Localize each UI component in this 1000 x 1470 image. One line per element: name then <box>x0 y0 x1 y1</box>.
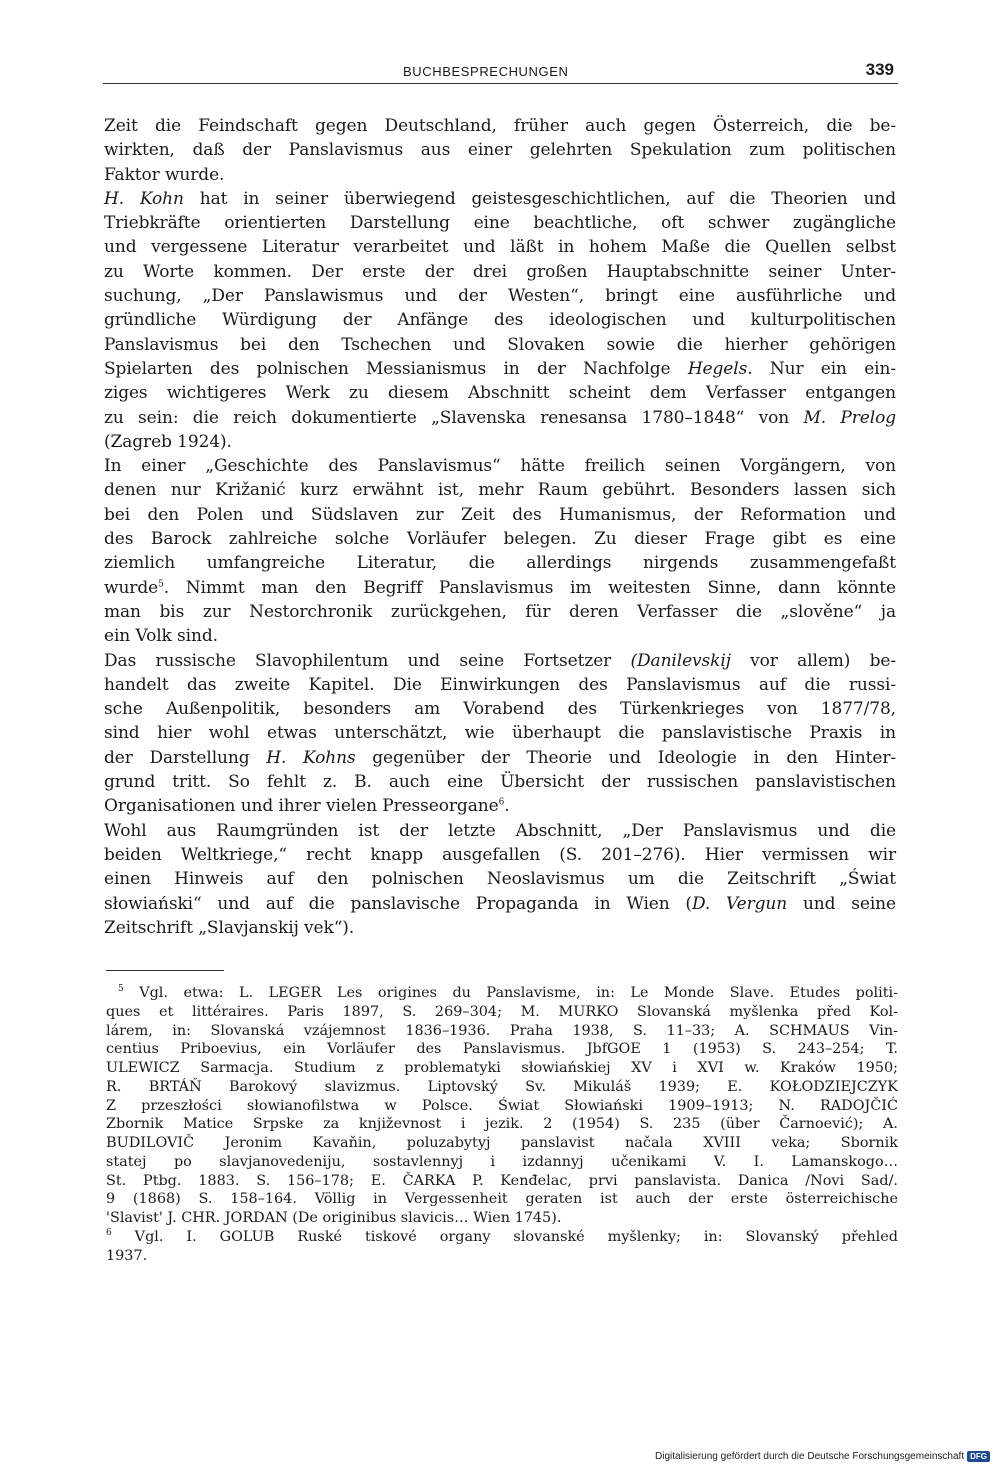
footnotes <box>106 984 898 1265</box>
text-run: In einer „Geschichte des Panslavismus“ hätte freilich seinen Vorgängern, von <box>104 456 896 477</box>
body-line <box>104 260 896 284</box>
text-run: des Barock zahlreiche solche Vorläufer belegen. Zu dieser Frage gibt es eine <box>104 529 896 550</box>
body-line <box>104 697 896 721</box>
text-run: ziemlich umfangreiche Literatur, die allerdings nirgends zusammengefaßt <box>104 553 896 574</box>
italic-name: H. Kohn <box>104 188 184 209</box>
text-run: Z przeszłości słowianofilstwa w Polsce. Świat Słowiański 1909–1913; N. RADOJČIĆ <box>106 1097 898 1114</box>
funding-notice <box>655 1451 990 1462</box>
text-run: zu sein: die reich dokumentierte „Slavenska renesansa 1780–1848“ von <box>104 407 804 428</box>
body-line <box>104 527 896 551</box>
body-line <box>104 235 896 259</box>
text-run: gegenüber der Theorie und Ideologie in den Hinter- <box>355 747 896 768</box>
page-header <box>103 60 898 84</box>
text-run: R. BRTÁŇ Barokový slavizmus. Liptovský Sv. Mikuláš 1939; E. KOŁODZIEJCZYK <box>106 1078 898 1095</box>
text-run: Panslavismus bei den Tschechen und Slovaken sowie die hierher gehörigen <box>104 334 896 355</box>
text-run: (Zagreb 1924). <box>104 431 232 452</box>
footnote-marker: 6 <box>106 1227 112 1238</box>
funding-notice-text: Digitalisierung gefördert durch die Deutsche Forschungsgemeinschaft <box>655 1451 965 1462</box>
text-run: Zeitschrift „Slavjanskij vek“). <box>104 917 355 938</box>
text-run: ques et littéraires. Paris 1897, S. 269–304; M. MURKO Slovanská myšlenka před Kol- <box>106 1003 898 1020</box>
italic-name: H. Kohns <box>266 747 356 768</box>
header-rule <box>103 83 898 84</box>
body-line <box>104 284 896 308</box>
text-run: Wohl aus Raumgründen ist der letzte Abschnitt, „Der Panslavismus und die <box>104 820 896 841</box>
italic-name: Hegels. <box>687 358 753 379</box>
text-run: statej po slavjanovedeniju, sostavlennyj i izdannyj učenikami V. I. Lamanskogo… <box>106 1153 898 1170</box>
text-run: Zeit die Feindschaft gegen Deutschland, früher auch gegen Österreich, die be- <box>104 116 896 136</box>
footnote-marker: 6 <box>498 797 505 808</box>
page-number: 339 <box>865 60 894 79</box>
text-run: BUDILOVIČ Jeronim Kavaňin, poluzabytyj panslavist načala XVIII veka; Sbornik <box>106 1135 898 1151</box>
body-line <box>104 381 896 405</box>
text-run: 1937. <box>106 1247 148 1264</box>
footnote-marker: 5 <box>158 578 164 589</box>
body-line <box>104 649 896 673</box>
running-title: BUCHBESPRECHUNGEN <box>403 64 569 79</box>
text-run: . <box>504 796 510 817</box>
body-line <box>104 308 896 332</box>
body-line <box>104 357 896 381</box>
italic-name: M. Prelog <box>803 407 896 428</box>
text-run: wirkten, daß der Panslavismus aus einer gelehrten Spekulation zum politischen <box>104 140 896 161</box>
text-run: und vergessene Literatur verarbeitet und läßt in hohem Maße die Quellen selbst <box>104 237 896 258</box>
body-line <box>104 794 896 818</box>
text-run: beiden Weltkriege,“ recht knapp ausgefallen (S. 201–276). Hier vermissen wir <box>104 844 896 865</box>
text-run: suchung, „Der Panslawismus und der Westen“, bringt eine ausführliche und <box>104 286 896 307</box>
text-run: wurde <box>104 577 159 598</box>
body-line <box>104 503 896 527</box>
text-run: Faktor wurde. <box>104 164 225 185</box>
text-run: handelt das zweite Kapitel. Die Einwirkungen des Panslavismus auf die russi- <box>104 674 896 695</box>
footnote-line <box>106 1153 898 1172</box>
body-line <box>104 892 896 916</box>
text-run: Organisationen und ihrer vielen Presseorgane <box>104 796 499 817</box>
text-run: Vgl. etwa: L. LEGER Les origines du Panslavisme, in: Le Monde Slave. Etudes politi- <box>123 985 898 1001</box>
text-run: Zbornik Matice Srpske za književnost i jezik. 2 (1954) S. 235 (über Čarnoević); A. <box>106 1116 898 1133</box>
text-run: sind hier wohl etwas unterschätzt, wie überhaupt die panslavistische Praxis in <box>104 723 896 744</box>
body-line <box>104 819 896 843</box>
dfg-logo: DFG <box>967 1451 990 1462</box>
body-line <box>104 843 896 867</box>
body-line <box>104 454 896 478</box>
text-run: St. Ptbg. 1883. S. 156–178; E. ČARKA P. Kenđelac, prvi panslavista. Danica /Novi Sad/. <box>106 1172 898 1189</box>
italic-name: D. Vergun <box>691 893 788 914</box>
body-line <box>104 114 896 138</box>
footnote-line <box>106 1209 898 1228</box>
body-line <box>104 673 896 697</box>
body-line <box>104 551 896 575</box>
text-run: Nur ein ein- <box>752 358 897 379</box>
text-run: man bis zur Nestorchronik zurückgehen, für deren Verfasser die „slověne“ ja <box>104 601 896 622</box>
text-run: centius Priboevius, ein Vorläufer des Panslavismus. JbfGOE 1 (1953) S. 243–254; T. <box>106 1041 898 1058</box>
text-run: Vgl. I. GOLUB Ruské tiskové organy slovanské myšlenky; in: Slovanský přehled <box>111 1228 898 1245</box>
body-line <box>104 867 896 891</box>
footnote-line <box>106 1059 898 1078</box>
text-run: sche Außenpolitik, besonders am Vorabend des Türkenkrieges von 1877/78, <box>104 699 896 720</box>
footnote-line <box>106 1134 898 1153</box>
footnote-line <box>106 1190 898 1209</box>
text-run: der Darstellung <box>104 747 267 768</box>
footnote-line <box>106 1228 898 1247</box>
text-run: Das russische Slavophilentum und seine Fortsetzer <box>104 650 631 671</box>
text-run: ein Volk sind. <box>104 626 218 647</box>
text-run: vor allem) be- <box>730 650 896 671</box>
footnote-line <box>106 1097 898 1116</box>
body-line <box>104 478 896 502</box>
text-run: denen nur Križanić kurz erwähnt ist, mehr Raum gebührt. Besonders lassen sich <box>104 480 896 501</box>
footnote-line <box>106 1172 898 1191</box>
text-run: einen Hinweis auf den polnischen Neoslavismus um die Zeitschrift „Świat <box>104 869 896 890</box>
footnote-marker: 5 <box>118 984 124 995</box>
body-line <box>104 430 896 454</box>
text-run: und seine <box>787 893 896 914</box>
footnote-line <box>106 1115 898 1134</box>
text-run: bei den Polen und Südslaven zur Zeit des Humanismus, der Reformation und <box>104 504 896 525</box>
footnote-line <box>106 984 898 1003</box>
text-run: zu Worte kommen. Der erste der drei großen Hauptabschnitte seiner Unter- <box>104 261 896 282</box>
text-run: 9 (1868) S. 158–164. Völlig in Vergessenheit geraten ist auch der erste österreichische <box>106 1191 898 1208</box>
footnote-line <box>106 1040 898 1059</box>
text-run: . Nimmt man den Begriff Panslavismus im weitesten Sinne, dann könnte <box>163 577 896 598</box>
footnote-line <box>106 1078 898 1097</box>
text-run: gründliche Würdigung der Anfänge des ideologischen und kulturpolitischen <box>104 310 896 331</box>
body-line <box>104 624 896 648</box>
body-line <box>104 211 896 235</box>
footnote-line <box>106 1247 898 1266</box>
review-body-text <box>104 114 896 940</box>
footnote-line <box>106 1003 898 1022</box>
body-line <box>104 333 896 357</box>
body-line <box>104 916 896 940</box>
text-run: Spielarten des polnischen Messianismus in der Nachfolge <box>104 358 688 379</box>
body-line <box>104 138 896 162</box>
body-line <box>104 746 896 770</box>
text-run: lárem, in: Slovanská vzájemnost 1836–1936. Praha 1938, S. 11–33; A. SCHMAUS Vin- <box>106 1022 898 1039</box>
body-line <box>104 187 896 211</box>
text-run: 'Slavist' J. CHR. JORDAN (De originibus slavicis… Wien 1745). <box>106 1210 562 1226</box>
body-line <box>104 770 896 794</box>
text-run: ULEWICZ Sarmacja. Studium z problematyki słowiańskiej XV i XVI w. Kraków 1950; <box>106 1060 898 1076</box>
body-line <box>104 576 896 600</box>
body-line <box>104 600 896 624</box>
italic-name: (Danilevskij <box>630 650 731 671</box>
footnote-separator <box>106 970 224 971</box>
body-line <box>104 163 896 187</box>
footnote-line <box>106 1022 898 1041</box>
text-run: słowiański“ und auf die panslavische Propaganda in Wien ( <box>104 893 692 914</box>
text-run: ziges wichtigeres Werk zu diesem Abschnitt scheint dem Verfasser entgangen <box>104 383 896 404</box>
body-line <box>104 721 896 745</box>
body-line <box>104 406 896 430</box>
text-run: Triebkräfte orientierten Darstellung eine beachtliche, oft schwer zugängliche <box>104 213 896 234</box>
text-run: hat in seiner überwiegend geistesgeschichtlichen, auf die Theorien und <box>183 188 897 209</box>
text-run: grund tritt. So fehlt z. B. auch eine Übersicht der russischen panslavistischen <box>104 772 896 793</box>
